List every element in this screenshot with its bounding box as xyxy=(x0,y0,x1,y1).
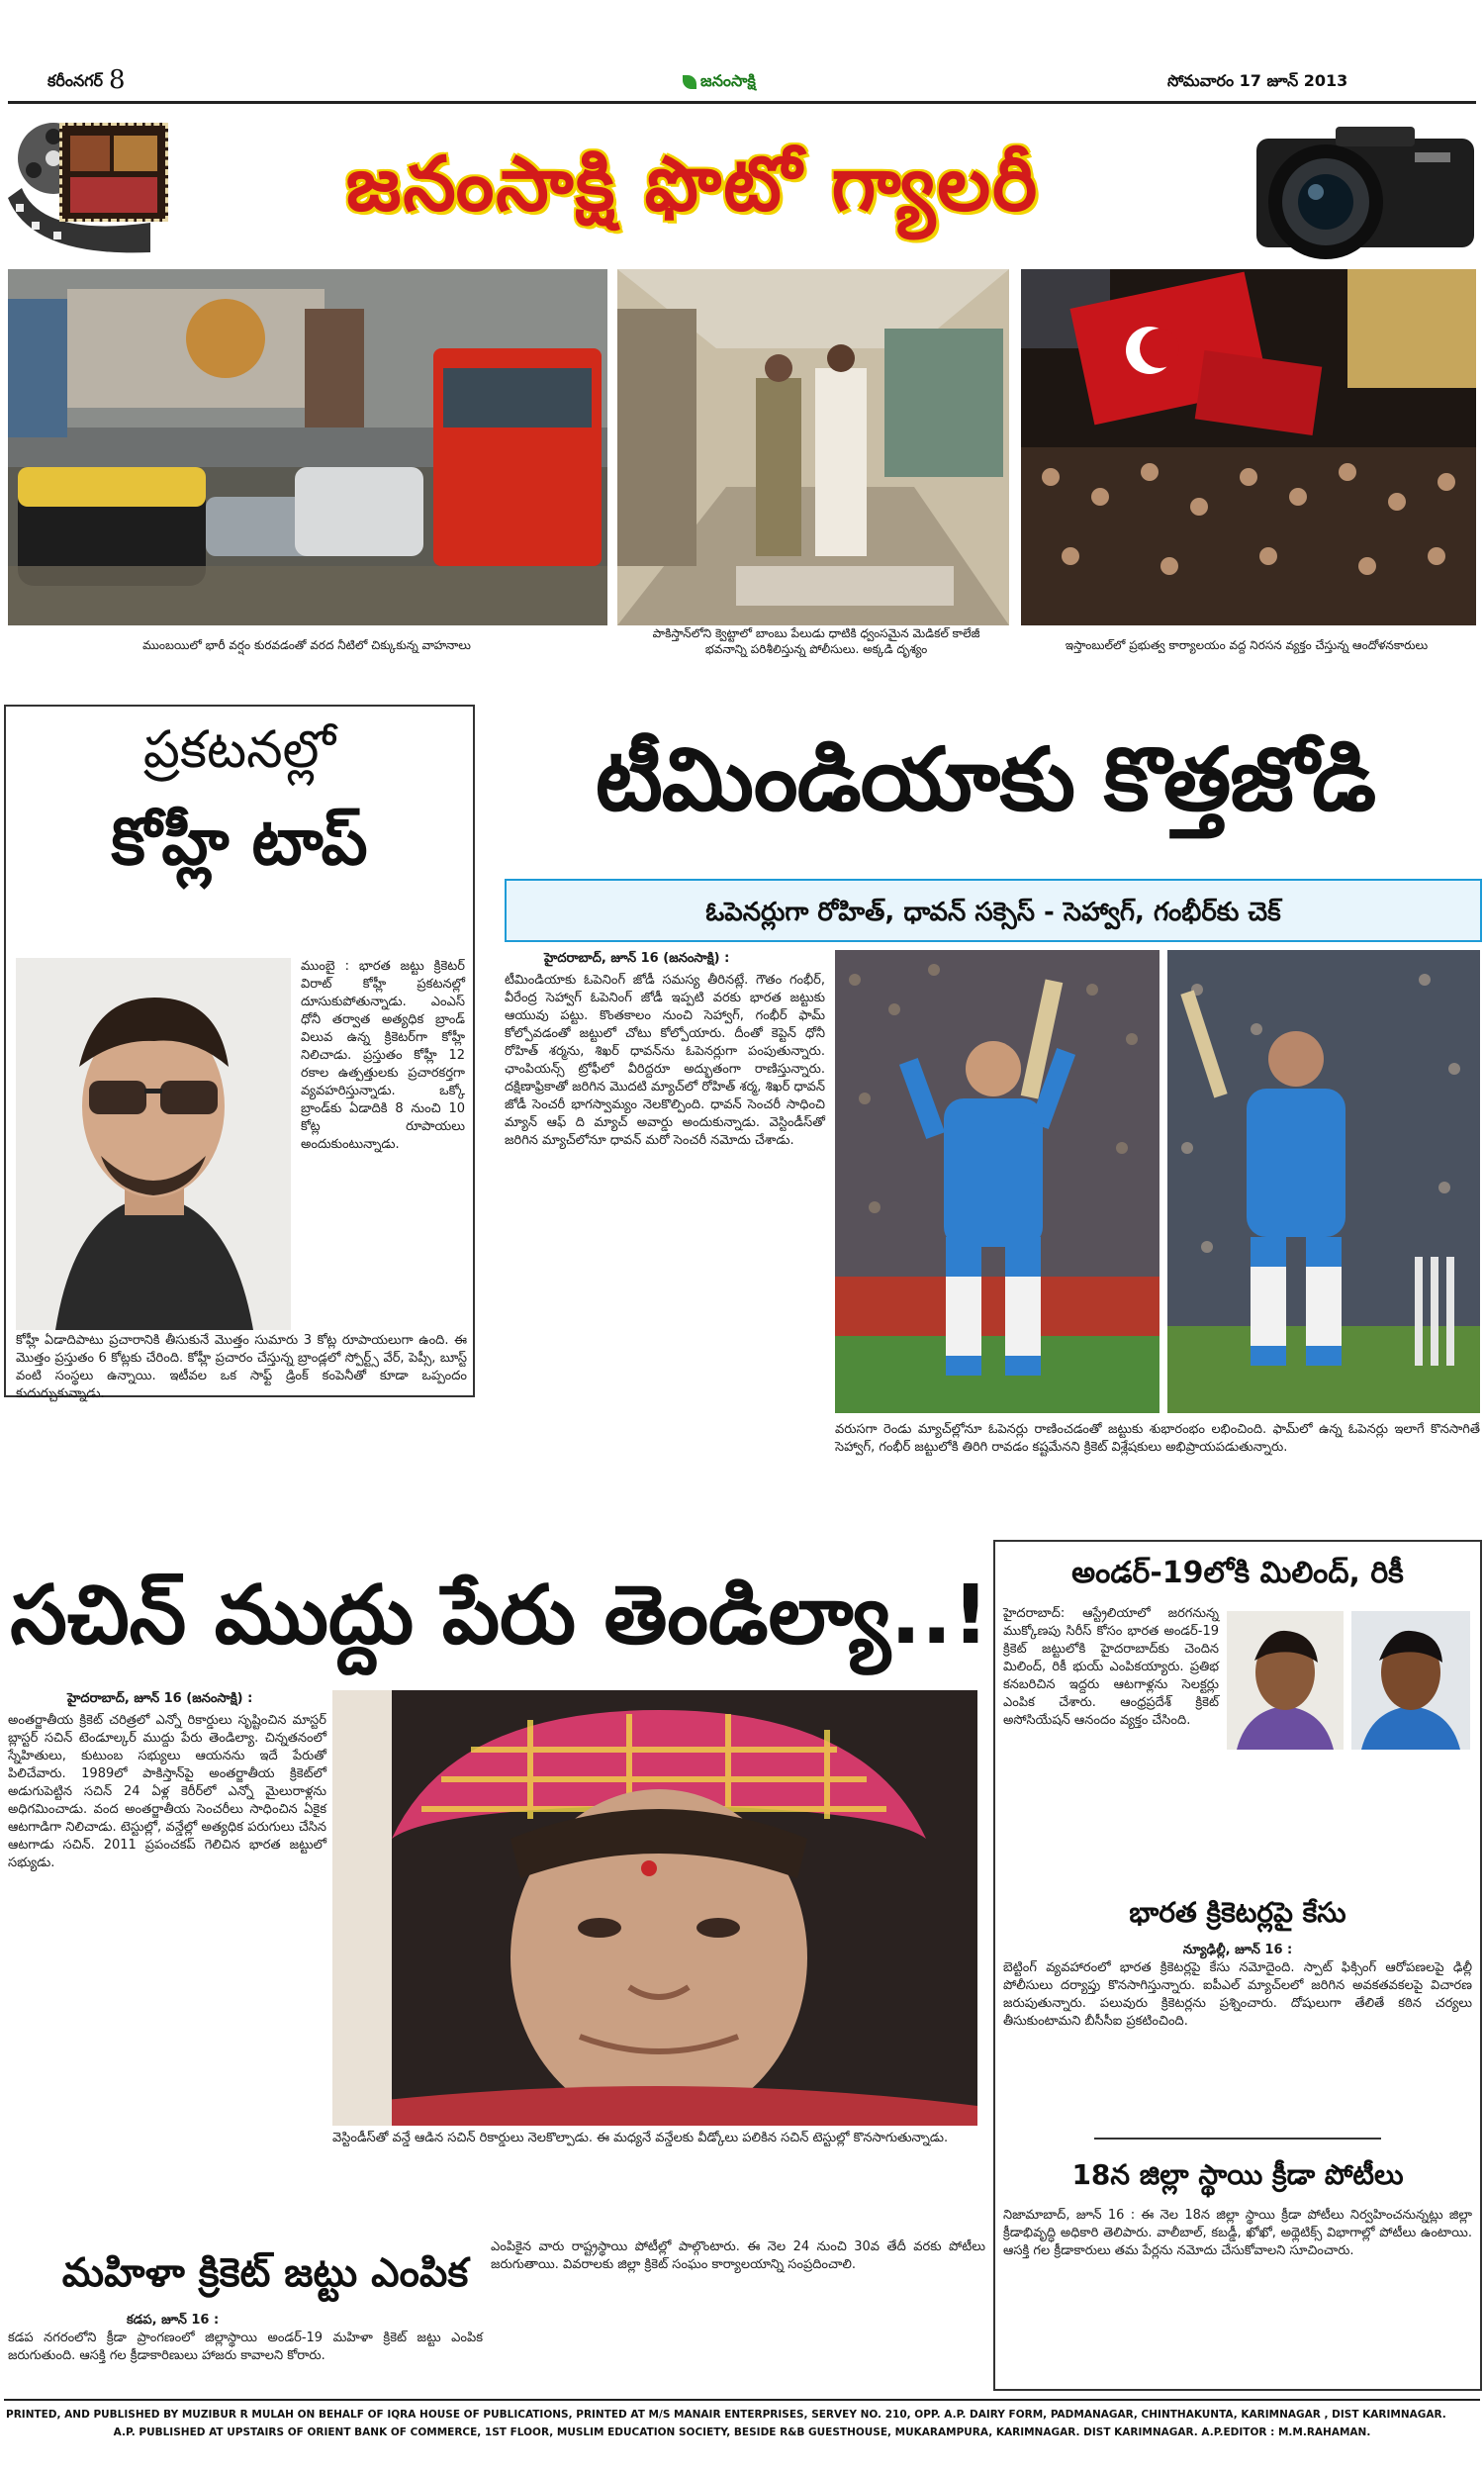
womens-body xyxy=(8,2312,483,2411)
banner-title: జనంసాక్షి ఫొటో గ్యాలరీ xyxy=(345,140,1040,228)
photo-sachin xyxy=(332,1690,977,2126)
case-title: భారత క్రికెటర్లపై కేసు xyxy=(1129,1896,1346,1929)
kohli-story xyxy=(4,705,475,1401)
photo-rohit xyxy=(1167,950,1480,1413)
right-column-box xyxy=(993,1540,1482,2391)
team-right-text xyxy=(835,1421,1480,1480)
womens-title: మహిళా క్రికెట్ జట్టు ఎంపిక xyxy=(61,2250,469,2296)
team-subhead-bar xyxy=(505,879,1482,942)
womens-body-text: కడప నగరంలోని క్రీడా ప్రాంగణంలో జిల్లాస్థాయి అండర్-19 మహిళా క్రికెట్ జట్టు ఎంపిక జరుగుతుంది. ఆసక్తి గల క్రీడాకారిణులు హాజరు కావాలని కోరారు. xyxy=(8,2331,483,2363)
brand-name: జనంసాక్షి xyxy=(700,70,756,90)
header-place: కరీంనగర్ xyxy=(47,71,104,90)
team-headline: టీమిండియాకు కొత్తజోడి xyxy=(595,728,1376,830)
caption-mumbai: ముంబయిలో భారీ వర్షం కురవడంతో వరద నీటిలో చిక్కుకున్న వాహనాలు xyxy=(142,638,471,652)
right-box-divider xyxy=(1094,2138,1381,2140)
imprint-line-2: A.P. PUBLISHED AT UPSTAIRS OF ORIENT BANK OF COMMERCE, 1ST FLOOR, MUSLIM EDUCATION SOCIETY, BESIDE R&B GUESTHOUSE, MUKARAMPURA, KARIMNAGAR. DIST KARIMNAGAR. A.P.EDITOR : M.M.RAHAMAN. xyxy=(113,2426,1371,2438)
header-rule xyxy=(8,101,1476,104)
u19-body-span: హైదరాబాద్: ఆస్ట్రేలియాలో జరగనున్న ముక్కోణపు సిరీస్ కోసం భారత అండర్-19 క్రికెట్ జట్టులోకి హైదరాబాద్‌కు చెందిన మిలింద్, రికీ భుయ్ ఎంపికయ్యారు. ప్రతిభ కనబరిచిన ఇద్దరు ఆటగాళ్లను సెలక్టర్లు ఎంపిక చేశారు. ఆంధ్రప్రదేశ్ క్రికెట్ అసోసియేషన్ ఆనందం వ్యక్తం చేసింది. xyxy=(1003,1606,1219,1728)
photo-ricky xyxy=(1351,1611,1470,1750)
case-dateline: న్యూఢిల్లీ, జూన్ 16 : xyxy=(1182,1943,1293,1957)
womens-body-right xyxy=(491,2238,985,2347)
kohli-title-line1: ప్రకటనల్లో xyxy=(142,720,336,780)
womens-body-right-span: ఎంపికైన వారు రాష్ట్రస్థాయి పోటీల్లో పాల్గొంటారు. ఈ నెల 24 నుంచి 30వ తేదీ వరకు పోటీలు జరుగుతాయి. వివరాలకు జిల్లా క్రికెట్ సంఘం కార్యాలయాన్ని సంప్రదించాలి. xyxy=(491,2239,985,2272)
photo-istanbul-protest xyxy=(1021,269,1476,625)
sports-body xyxy=(1003,2207,1472,2381)
team-subhead: ఓపెనర్లుగా రోహిత్, ధావన్ సక్సెస్ - సెహ్వాగ్, గంభీర్‌కు చెక్ xyxy=(505,879,1482,942)
team-body-text: టీమిండియాకు ఓపెనింగ్ జోడీ సమస్య తీరినట్లే. గౌతం గంభీర్, వీరేంద్ర సెహ్వాగ్ ఓపెనింగ్ జోడీ ఇప్పటి వరకు భారత జట్టుకు ఆయువు పట్టు. కొంతకాలం నుంచి సెహ్వాగ్, గంభీర్ ఫామ్ కోల్పోవడంతో జట్టులో చోటు కోల్పోయారు. దీంతో కెప్టెన్ ధోనీ రోహిత్ శర్మను, శిఖర్ ధావన్‌ను ఓపెనర్లుగా పంపుతున్నారు. ఛాంపియన్స్ ట్రోఫీలో వీరిద్దరూ అద్భుతంగా రాణిస్తున్నారు. దక్షిణాఫ్రికాతో జరిగిన మొదటి మ్యాచ్‌లో రోహిత్ శర్మ, శిఖర్ ధావన్ జోడీ సెంచరీ భాగస్వామ్యం నెలకొల్పింది. ధావన్ సెంచరీ సాధించి మ్యాన్ ఆఫ్ ది మ్యాచ్ అవార్డు అందుకున్నాడు. వెస్టిండీస్‌తో జరిగిన మ్యాచ్‌లోనూ ధావన్ మరో సెంచరీ నమోదు చేశాడు. xyxy=(505,973,825,1148)
page-number: 8 xyxy=(109,65,126,95)
film-strip xyxy=(59,123,168,222)
caption-istanbul: ఇస్తాంబుల్‌లో ప్రభుత్వ కార్యాలయం వద్ద నిరసన వ్యక్తం చేస్తున్న ఆందోళనకారులు xyxy=(1065,638,1429,652)
photo-quetta-blast xyxy=(617,269,1009,625)
sachin-dateline: హైదరాబాద్, జూన్ 16 (జనంసాక్షి) : xyxy=(67,1691,253,1706)
sports-body-span: నిజామాబాద్, జూన్ 16 : ఈ నెల 18న జిల్లా స్థాయి క్రీడా పోటీలు నిర్వహించనున్నట్లు జిల్లా క్రీడాభివృద్ధి అధికారి తెలిపారు. వాలీబాల్, కబడ్డీ, ఖోఖో, అథ్లెటిక్స్ విభాగాల్లో పోటీలు ఉంటాయి. ఆసక్తి గల క్రీడాకారులు తమ పేర్లను నమోదు చేసుకోవాలని సూచించారు. xyxy=(1003,2208,1472,2258)
team-right-text-span: వరుసగా రెండు మ్యాచ్‌ల్లోనూ ఓపెనర్లు రాణించడంతో జట్టుకు శుభారంభం లభించింది. ఫామ్‌లో ఉన్న ఓపెనర్లు ఇలాగే కొనసాగితే సెహ్వాగ్, గంభీర్ జట్టులోకి తిరిగి రావడం కష్టమేనని క్రికెట్ విశ్లేషకులు అభిప్రాయపడుతున్నారు. xyxy=(835,1422,1480,1455)
photo-mumbai-rain xyxy=(8,269,607,625)
womens-dateline: కడప, జూన్ 16 : xyxy=(127,2313,220,2328)
case-body xyxy=(1003,1942,1472,2136)
kohli-lead-text xyxy=(301,958,465,1330)
imprint-line-1: PRINTED, AND PUBLISHED BY MUZIBUR R MULAH ON BEHALF OF IQRA HOUSE OF PUBLICATIONS, PRINTED AT M/S MANAIR ENTERPRISES, SERVEY NO. 210, OPP. A.P. DAIRY FORM, PADMANAGAR, CHINTHAKUNTA, KARIMNAGAR , DIST KARIMNAGAR. xyxy=(6,2409,1446,2421)
kohli-lead: ముంబై : భారత జట్టు క్రికెటర్ విరాట్ కోహ్లీ ప్రకటనల్లో దూసుకుపోతున్నాడు. ఎంఎస్ ధోనీ తర్వాత అత్యధిక బ్రాండ్ విలువ ఉన్న క్రికెటర్‌గా కోహ్లీ నిలిచాడు. ప్రస్తుతం కోహ్లీ 12 రకాల ఉత్పత్తులకు ప్రచారకర్తగా వ్యవహరిస్తున్నాడు. ఒక్కో బ్రాండ్‌కు ఏడాదికి 8 నుంచి 10 కోట్ల రూపాయలు అందుకుంటున్నాడు. xyxy=(301,959,465,1152)
sports-title: 18న జిల్లా స్థాయి క్రీడా పోటీలు xyxy=(1071,2158,1404,2191)
u19-title: అండర్-19లోకి మిలింద్, రికీ xyxy=(1071,1556,1404,1590)
kohli-title-line2: కోహ్లీ టాప్ xyxy=(111,804,368,880)
case-body-text: బెట్టింగ్ వ్యవహారంలో భారత క్రికెటర్లపై కేసు నమోదైంది. స్పాట్ ఫిక్సింగ్ ఆరోపణలపై ఢిల్లీ పోలీసులు దర్యాప్తు కొనసాగిస్తున్నారు. ఐపీఎల్ మ్యాచ్‌లలో జరిగిన అవకతవకలపై విచారణ జరుపుతున్నారు. పలువురు క్రికెటర్లను ప్రశ్నించారు. దోషులుగా తేలితే కఠిన చర్యలు తీసుకుంటామని బీసీసీఐ ప్రకటించింది. xyxy=(1003,1960,1472,2029)
photo-milind xyxy=(1227,1611,1344,1750)
imprint-rule xyxy=(4,2399,1480,2401)
masthead xyxy=(0,65,1484,103)
photo-dhawan xyxy=(835,950,1159,1413)
kohli-continuation: కోహ్లీ ఏడాదిపాటు ప్రచారానికి తీసుకునే మొత్తం సుమారు 3 కోట్ల రూపాయలుగా ఉంది. ఈ మొత్తం ప్రస్తుతం 6 కోట్లకు చేరింది. కోహ్లీ ప్రచారం చేస్తున్న బ్రాండ్లలో స్పోర్ట్స్ వేర్, పెప్సీ, బూస్ట్ వంటి సంస్థలు ఉన్నాయి. ఇటీవల ఒక సాఫ్ట్ డ్రింక్ కంపెనీతో కూడా ఒప్పందం కుదుర్చుకున్నాడు. xyxy=(16,1333,467,1401)
leaf-icon xyxy=(683,75,696,89)
sachin-bottom-text xyxy=(332,2130,977,2229)
brand-logo xyxy=(683,69,756,95)
sachin-headline: సచిన్ ముద్దు పేరు తెండిల్యా..! xyxy=(10,1569,989,1663)
sachin-body xyxy=(8,1690,326,2225)
sachin-bottom-span: వెస్టిండీస్‌తో వన్డే ఆడిన సచిన్ రికార్డులు నెలకొల్పాడు. ఈ మధ్యనే వన్డేలకు వీడ్కోలు పలికిన సచిన్ టెస్టుల్లో కొనసాగుతున్నాడు. xyxy=(332,2131,949,2145)
sachin-body-text: అంతర్జాతీయ క్రికెట్ చరిత్రలో ఎన్నో రికార్డులు సృష్టించిన మాస్టర్ బ్లాస్టర్ సచిన్ టెండూల్కర్ ముద్దు పేరు తెండిల్యా. చిన్నతనంలో స్నేహితులు, కుటుంబ సభ్యులు ఆయనను ఇదే పేరుతో పిలిచేవారు. 1989లో పాకిస్తాన్‌పై అంతర్జాతీయ క్రికెట్‌లో అడుగుపెట్టిన సచిన్ 24 ఏళ్ల కెరీర్‌లో ఎన్నో మైలురాళ్లను అధిగమించాడు. వంద అంతర్జాతీయ సెంచరీలు సాధించిన ఏకైక ఆటగాడిగా నిలిచాడు. టెస్టుల్లో, వన్డేల్లో అత్యధిక పరుగులు చేసిన ఆటగాడు సచిన్. 2011 ప్రపంచకప్‌ గెలిచిన భారత జట్టులో సభ్యుడు. xyxy=(8,1713,326,1870)
camera-icon xyxy=(1217,119,1484,263)
u19-body xyxy=(1003,1605,1219,1884)
team-dateline: హైదరాబాద్, జూన్ 16 (జనంసాక్షి) : xyxy=(544,951,730,966)
team-body xyxy=(505,950,825,1397)
caption-quetta: పాకిస్తాన్‌లోని క్వెట్టాలో బాంబు పేలుడు ధాటికి ధ్వంసమైన మెడికల్ కాలేజీ భవనాన్ని పరిశీలిస్తున్న పోలీసులు. అక్కడి దృశ్యం xyxy=(652,626,980,656)
header-date: సోమవారం 17 జూన్ 2013 xyxy=(1167,71,1348,90)
kohli-photo xyxy=(16,958,291,1330)
gallery-banner xyxy=(0,105,1484,263)
